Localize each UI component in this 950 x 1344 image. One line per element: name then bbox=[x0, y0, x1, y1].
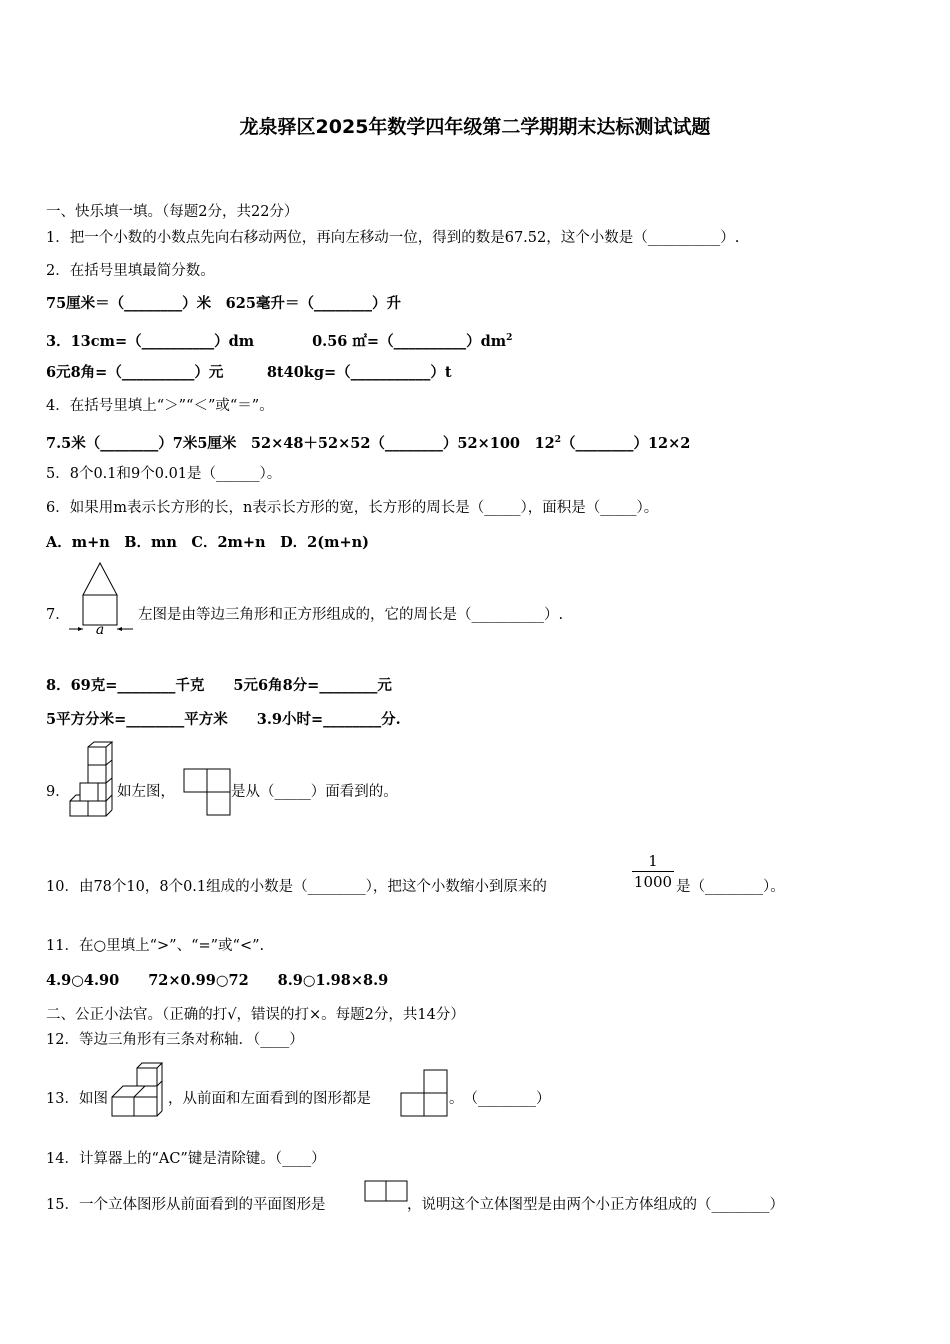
question-13-prefix: 13．如图 bbox=[46, 1091, 108, 1107]
section-2-heading: 二、公正小法官。（正确的打√，错误的打×。每题2分，共14分） bbox=[46, 1007, 465, 1023]
question-13-end: 。 （________） bbox=[449, 1091, 551, 1107]
front-view-figure bbox=[400, 1069, 448, 1117]
view-grid-figure bbox=[183, 768, 231, 816]
cube-group-figure bbox=[111, 1060, 167, 1118]
question-6: 6．如果用m表示长方形的长，n表示长方形的宽，长方形的周长是（_____），面积是（_____）。 bbox=[46, 500, 659, 516]
question-5: 5．8个0.1和9个0.01是（______）。 bbox=[46, 466, 282, 482]
question-7: 左图是由等边三角形和正方形组成的，它的周长是（__________）. bbox=[138, 607, 564, 623]
question-4-items bbox=[46, 431, 690, 453]
question-3-line-1-text: 3．13cm=（__________）dm 0.56 ㎡=（__________）dm bbox=[46, 332, 507, 350]
fraction-1-1000 bbox=[632, 852, 674, 891]
superscript: 2 bbox=[554, 435, 561, 445]
question-11: 11．在○里填上“>”、“=”或“<”. bbox=[46, 938, 265, 954]
question-3-line-2: 6元8角=（__________）元 8t40kg=（___________）t bbox=[46, 364, 452, 381]
triangle-square-figure bbox=[66, 560, 138, 640]
fraction-denominator: 1000 bbox=[633, 873, 673, 891]
question-4-items-suffix: （________）12×2 bbox=[560, 434, 691, 452]
question-15-end: ，说明这个立体图型是由两个小正方体组成的（________） bbox=[407, 1197, 784, 1213]
side-label-a: a bbox=[95, 622, 105, 638]
question-9-text-1: 如左图， bbox=[117, 784, 175, 800]
question-9-number: 9． bbox=[46, 784, 70, 800]
question-2-items: 75厘米＝（________）米 625毫升＝（________）升 bbox=[46, 295, 401, 312]
question-7-number: 7． bbox=[46, 607, 70, 623]
question-11-items: 4.9○4.90 72×0.99○72 8.9○1.98×8.9 bbox=[46, 972, 389, 989]
superscript: 2 bbox=[506, 333, 513, 343]
question-3-line-1 bbox=[46, 329, 512, 351]
question-4-items-text: 7.5米（________）7米5厘米 52×48＋52×52（________）52×100 12 bbox=[46, 434, 555, 452]
cube-stack-figure bbox=[68, 740, 118, 818]
question-10: 10．由78个10，8个0.1组成的小数是（________），把这个小数缩小到原来的 bbox=[46, 879, 547, 895]
question-15-prefix: 15．一个立体图形从前面看到的平面图形是 bbox=[46, 1197, 326, 1213]
question-6-options: A．m+n B．mn C．2m+n D．2(m+n) bbox=[46, 534, 370, 551]
question-4: 4．在括号里填上“＞”“＜”或“＝”。 bbox=[46, 398, 274, 414]
question-8-line-1: 8．69克=________千克 5元6角8分=________元 bbox=[46, 677, 392, 694]
question-14: 14．计算器上的“AC”键是清除键。（____） bbox=[46, 1151, 326, 1167]
question-13-middle: ，从前面和左面看到的图形都是 bbox=[168, 1091, 371, 1107]
question-10-end: 是（________）。 bbox=[676, 879, 785, 895]
fraction-numerator: 1 bbox=[632, 852, 674, 872]
question-1: 1．把一个小数的小数点先向右移动两位，再向左移动一位，得到的数是67.52，这个小数是（__________）. bbox=[46, 230, 740, 246]
section-1-heading: 一、快乐填一填。（每题2分，共22分） bbox=[46, 204, 299, 220]
question-2: 2．在括号里填最简分数。 bbox=[46, 263, 215, 279]
page-title: 龙泉驿区2025年数学四年级第二学期期末达标测试试题 bbox=[239, 116, 711, 138]
question-9-text-2: 是从（_____）面看到的。 bbox=[231, 784, 398, 800]
question-8-line-2: 5平方分米=________平方米 3.9小时=________分. bbox=[46, 711, 401, 728]
question-12: 12．等边三角形有三条对称轴．（____） bbox=[46, 1032, 304, 1048]
two-squares-figure bbox=[364, 1180, 408, 1202]
